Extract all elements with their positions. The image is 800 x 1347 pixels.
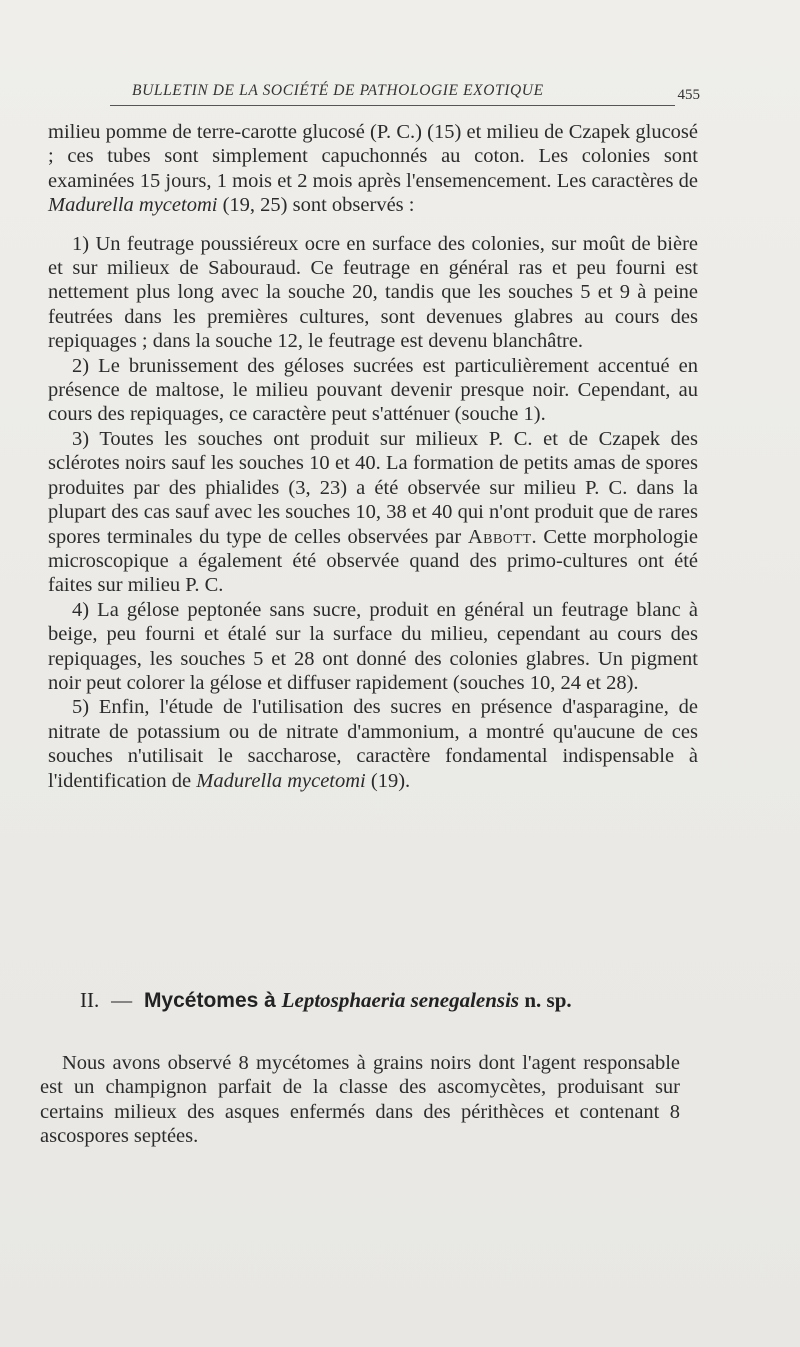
list-item-5-species-name: Madurella mycetomi	[196, 769, 366, 792]
list-item-3	[48, 427, 698, 598]
list-item-3-text-end: . Cette morphologie microscopique a également été observée quand des primo-cultures ont été faites sur milieu P. C.	[48, 525, 698, 597]
list-item-5-text-end: (19).	[365, 769, 411, 792]
list-item-1	[48, 232, 698, 354]
list-item-5	[48, 695, 698, 793]
section-species-name: Leptosphaeria senegalensis	[281, 988, 520, 1012]
section-title: Mycétomes à	[143, 989, 282, 1012]
page-number: 455	[677, 87, 700, 103]
list-item-2-text: 2) Le brunissement des géloses sucrées est particulièrement accentué en présence de maltose, le milieu pouvant devenir presque noir. Cependant, au cours des repiquages, ce caractère peut s'atténuer (souche 1).	[48, 354, 698, 426]
author-name: Abbott	[467, 525, 532, 548]
list-item-4	[48, 598, 698, 696]
section-paragraph-text: Nous avons observé 8 mycétomes à grains noirs dont l'agent responsable est un champignon parfait de la classe des ascomycètes, produisant sur certains milieux des asques enfermés dans des périthèces et contenant 8 ascospores septées.	[40, 1052, 680, 1148]
journal-running-title: BULLETIN DE LA SOCIÉTÉ DE PATHOLOGIE EXOTIQUE	[132, 82, 544, 99]
intro-paragraph	[48, 120, 698, 218]
intro-species-name: Madurella mycetomi	[48, 194, 218, 217]
list-item-3-text: 3) Toutes les souches ont produit sur milieux P. C. et de Czapek des sclérotes noirs sauf les souches 10 et 40. La formation de petits amas de spores produites par des phialides (3, 23) a été observée sur milieu P. C. dans la plupart des cas sauf avec les souches 10, 38 et 40 qui n'ont produit que de rares spores terminales du type de celles observées par	[48, 427, 698, 548]
list-item-5-text: 5) Enfin, l'étude de l'utilisation des sucres en présence d'asparagine, de nitrate de potassium ou de nitrate d'ammonium, a montré qu'aucune de ces souches n'utilisait le saccharose, caractère fondamental indispensable à l'identification de	[48, 696, 698, 792]
section-new-species-mark: n. sp.	[519, 988, 572, 1012]
list-item-2	[48, 354, 698, 427]
section-number: II.	[80, 988, 100, 1012]
list-item-4-text: 4) La gélose peptonée sans sucre, produit en général un feutrage blanc à beige, peu fourni et étalé sur la surface du milieu, cependant au cours des repiquages, les souches 5 et 28 ont donné des colonies glabres. Un pigment noir peut colorer la gélose et diffuser rapidement (souches 10, 24 et 28).	[48, 598, 698, 694]
running-header	[110, 80, 700, 110]
header-rule	[110, 105, 675, 106]
list-item-1-text: 1) Un feutrage poussiéreux ocre en surface des colonies, sur moût de bière et sur milieux de Sabouraud. Ce feutrage en général ras et peu fourni est nettement plus long avec la souche 20, tandis que les souches 5 et 9 à peine feutrées dans les premières cultures, sont devenues glabres au cours des repiquages ; dans la souche 12, le feutrage est devenu blanchâtre.	[48, 232, 698, 353]
section-dash: —	[111, 988, 133, 1012]
section-paragraph	[40, 1051, 680, 1149]
body-text	[48, 120, 698, 793]
section-heading	[80, 988, 680, 1013]
intro-text-end: (19, 25) sont observés :	[217, 194, 415, 217]
intro-text: milieu pomme de terre-carotte glucosé (P. C.) (15) et milieu de Czapek glucosé ; ces tubes sont simplement capuchonnés au coton. Les colonies sont examinées 15 jours, 1 mois et 2 mois après l'ensemencement. Les caractères de	[48, 121, 698, 192]
